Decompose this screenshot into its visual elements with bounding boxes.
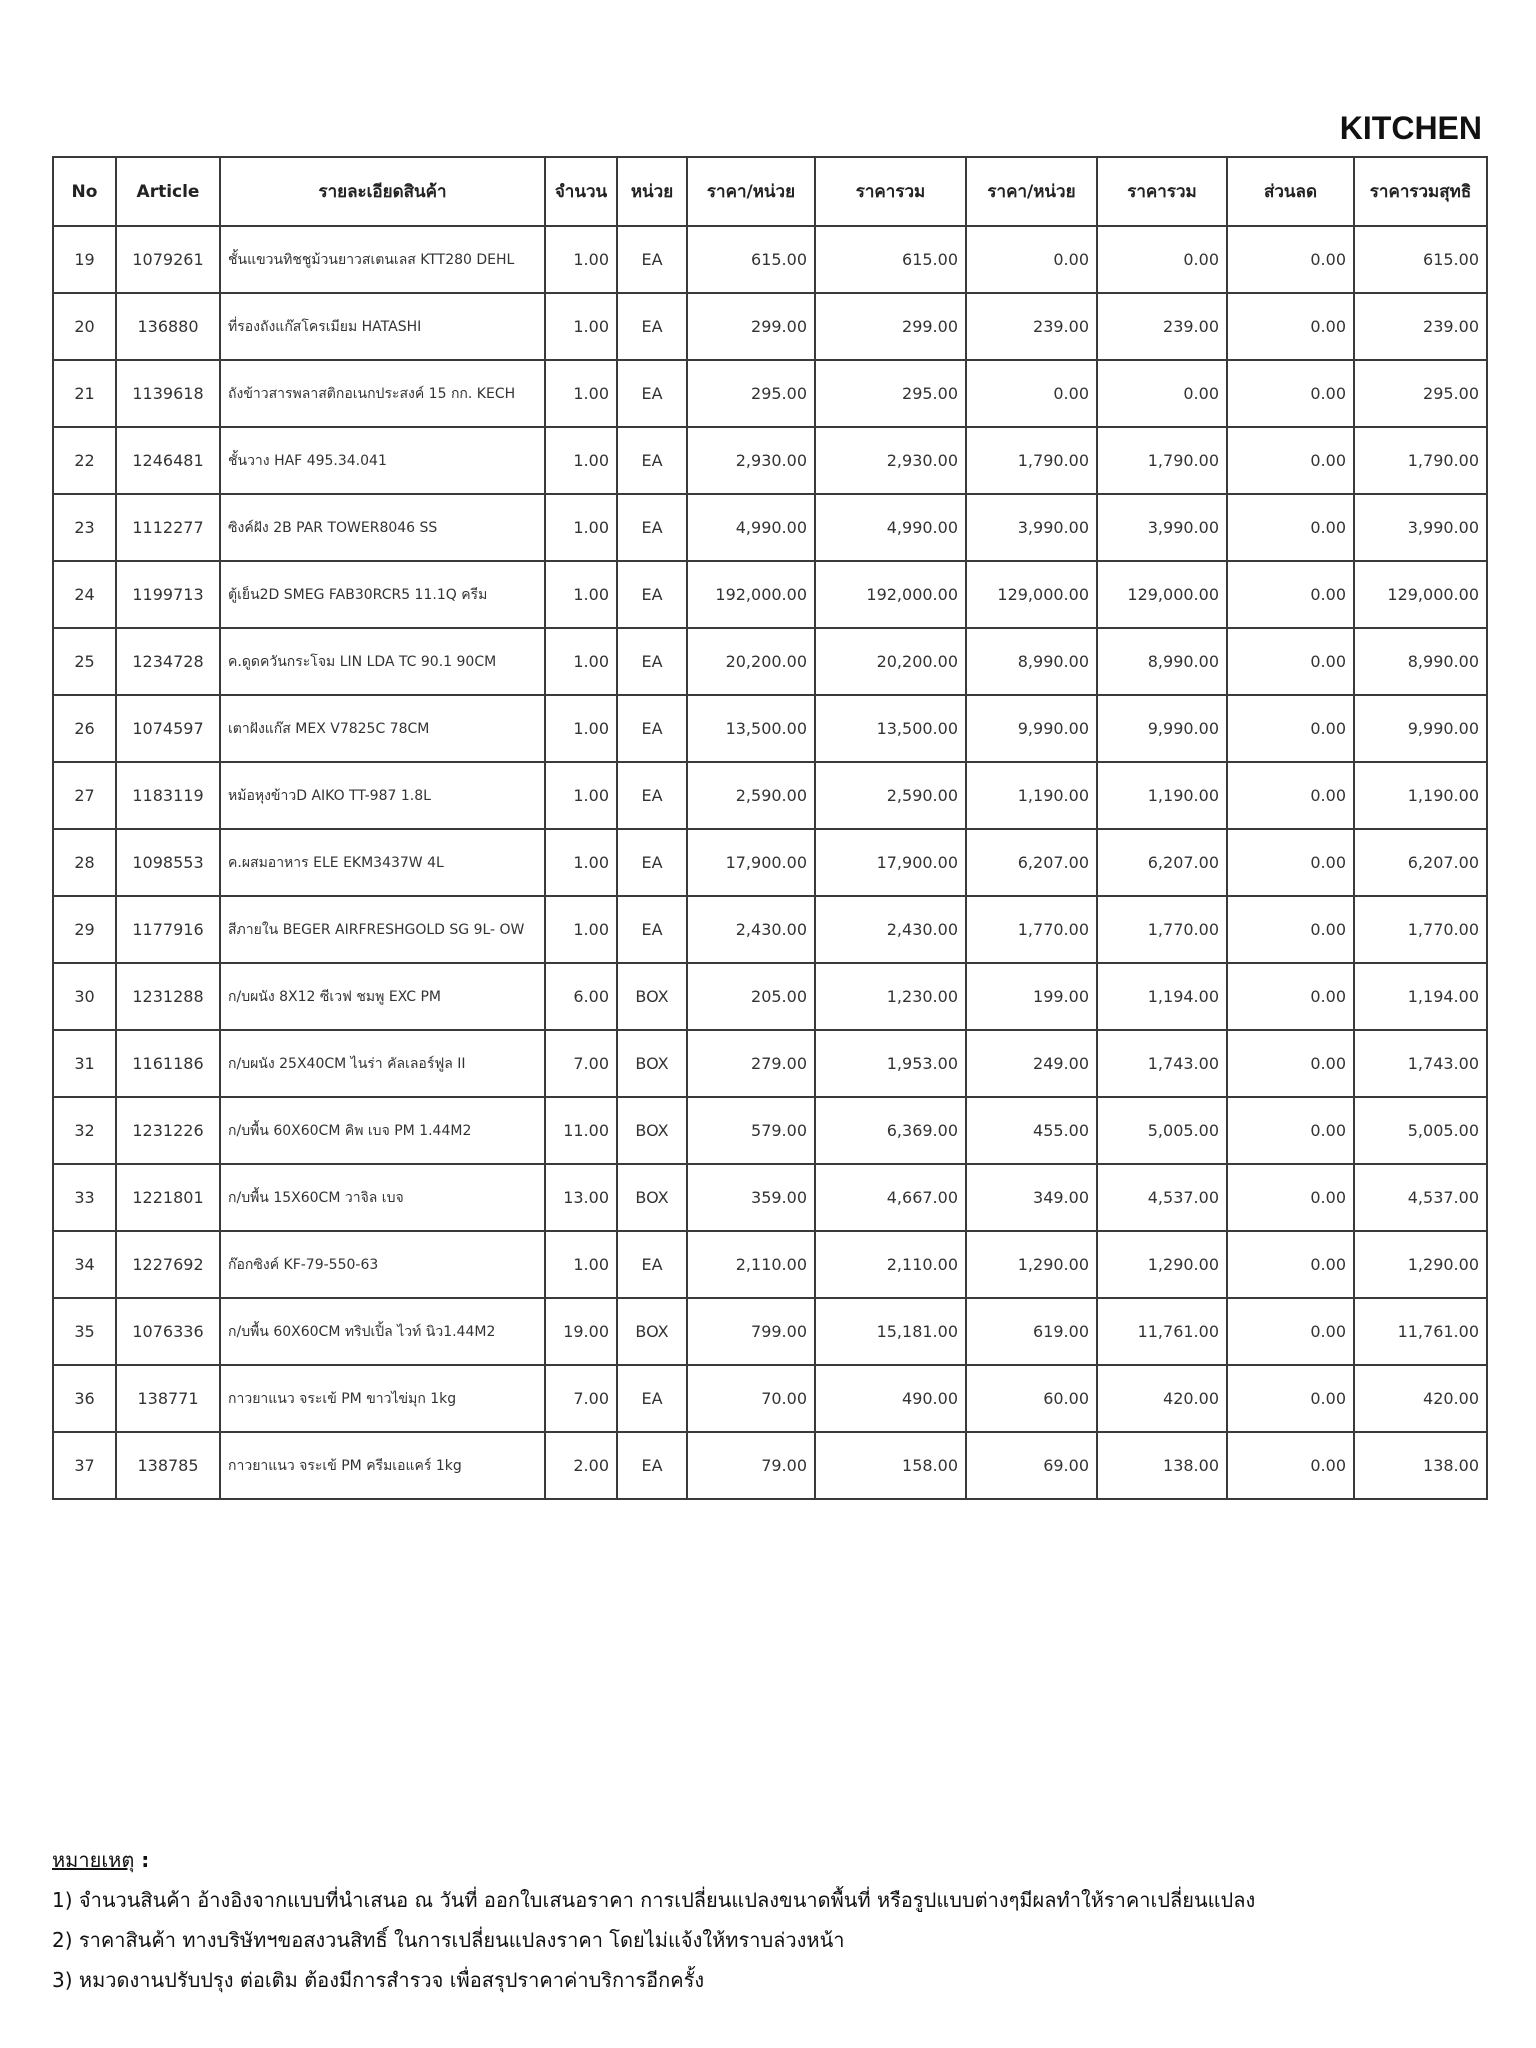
cell-description: ก/บพื้น 60X60CM ทริปเปิ้ล ไวท์ นิว1.44M2 xyxy=(220,1298,545,1365)
cell-quantity: 1.00 xyxy=(545,494,617,561)
cell-unit: EA xyxy=(617,829,687,896)
cell-discount: 0.00 xyxy=(1227,1030,1354,1097)
cell-discount: 0.00 xyxy=(1227,293,1354,360)
cell-total-2: 1,743.00 xyxy=(1097,1030,1227,1097)
cell-total-2: 11,761.00 xyxy=(1097,1298,1227,1365)
cell-no: 35 xyxy=(53,1298,116,1365)
cell-unit-price-2: 249.00 xyxy=(966,1030,1097,1097)
table-row xyxy=(53,1365,1487,1432)
cell-unit-price: 2,110.00 xyxy=(687,1231,815,1298)
table-row xyxy=(53,628,1487,695)
table-row xyxy=(53,427,1487,494)
cell-unit: EA xyxy=(617,1231,687,1298)
cell-unit: EA xyxy=(617,628,687,695)
cell-unit-price-2: 0.00 xyxy=(966,360,1097,427)
cell-unit: BOX xyxy=(617,1097,687,1164)
cell-total: 192,000.00 xyxy=(815,561,966,628)
cell-discount: 0.00 xyxy=(1227,762,1354,829)
cell-article: 138771 xyxy=(116,1365,220,1432)
cell-unit-price-2: 69.00 xyxy=(966,1432,1097,1499)
cell-unit: EA xyxy=(617,1365,687,1432)
cell-net-total: 8,990.00 xyxy=(1354,628,1487,695)
cell-unit-price: 279.00 xyxy=(687,1030,815,1097)
cell-unit: EA xyxy=(617,226,687,293)
cell-description: ก/บพื้น 15X60CM วาจิล เบจ xyxy=(220,1164,545,1231)
cell-unit: EA xyxy=(617,561,687,628)
cell-quantity: 1.00 xyxy=(545,427,617,494)
cell-article: 1231288 xyxy=(116,963,220,1030)
cell-unit-price: 4,990.00 xyxy=(687,494,815,561)
cell-unit: BOX xyxy=(617,1298,687,1365)
cell-total-2: 138.00 xyxy=(1097,1432,1227,1499)
cell-quantity: 1.00 xyxy=(545,293,617,360)
cell-net-total: 239.00 xyxy=(1354,293,1487,360)
cell-no: 25 xyxy=(53,628,116,695)
cell-net-total: 295.00 xyxy=(1354,360,1487,427)
cell-total: 17,900.00 xyxy=(815,829,966,896)
cell-total-2: 239.00 xyxy=(1097,293,1227,360)
cell-quantity: 7.00 xyxy=(545,1365,617,1432)
cell-description: หม้อหุงข้าวD AIKO TT-987 1.8L xyxy=(220,762,545,829)
cell-no: 32 xyxy=(53,1097,116,1164)
cell-description: ก/บผนัง 8X12 ซีเวฟ ชมพู EXC PM xyxy=(220,963,545,1030)
cell-quantity: 1.00 xyxy=(545,896,617,963)
cell-article: 1227692 xyxy=(116,1231,220,1298)
cell-quantity: 19.00 xyxy=(545,1298,617,1365)
cell-quantity: 1.00 xyxy=(545,628,617,695)
cell-unit-price: 579.00 xyxy=(687,1097,815,1164)
cell-total-2: 1,190.00 xyxy=(1097,762,1227,829)
cell-unit-price-2: 129,000.00 xyxy=(966,561,1097,628)
cell-no: 26 xyxy=(53,695,116,762)
cell-total: 4,667.00 xyxy=(815,1164,966,1231)
cell-unit-price: 192,000.00 xyxy=(687,561,815,628)
table-row xyxy=(53,1231,1487,1298)
cell-no: 34 xyxy=(53,1231,116,1298)
cell-unit: BOX xyxy=(617,1030,687,1097)
cell-discount: 0.00 xyxy=(1227,1432,1354,1499)
cell-net-total: 6,207.00 xyxy=(1354,829,1487,896)
cell-total: 1,230.00 xyxy=(815,963,966,1030)
cell-unit-price-2: 1,290.00 xyxy=(966,1231,1097,1298)
cell-unit-price: 2,930.00 xyxy=(687,427,815,494)
cell-description: ชั้นแขวนทิชชูม้วนยาวสเตนเลส KTT280 DEHL xyxy=(220,226,545,293)
cell-unit-price: 17,900.00 xyxy=(687,829,815,896)
cell-article: 136880 xyxy=(116,293,220,360)
cell-no: 23 xyxy=(53,494,116,561)
table-row xyxy=(53,561,1487,628)
table-row xyxy=(53,829,1487,896)
cell-unit-price: 359.00 xyxy=(687,1164,815,1231)
cell-unit-price-2: 1,790.00 xyxy=(966,427,1097,494)
notes-heading: หมายเหตุ xyxy=(52,1848,135,1872)
cell-article: 1098553 xyxy=(116,829,220,896)
header-unit-price: ราคา/หน่วย xyxy=(687,157,815,226)
cell-total: 4,990.00 xyxy=(815,494,966,561)
cell-net-total: 3,990.00 xyxy=(1354,494,1487,561)
table-row xyxy=(53,1030,1487,1097)
cell-unit-price-2: 8,990.00 xyxy=(966,628,1097,695)
cell-total: 13,500.00 xyxy=(815,695,966,762)
cell-description: กาวยาแนว จระเข้ PM ครีมเอแคร์ 1kg xyxy=(220,1432,545,1499)
cell-total-2: 0.00 xyxy=(1097,226,1227,293)
notes-section xyxy=(52,1840,1492,2000)
cell-net-total: 1,194.00 xyxy=(1354,963,1487,1030)
cell-no: 37 xyxy=(53,1432,116,1499)
cell-unit-price: 295.00 xyxy=(687,360,815,427)
cell-article: 1076336 xyxy=(116,1298,220,1365)
cell-discount: 0.00 xyxy=(1227,360,1354,427)
cell-net-total: 615.00 xyxy=(1354,226,1487,293)
cell-unit-price: 2,430.00 xyxy=(687,896,815,963)
cell-total: 615.00 xyxy=(815,226,966,293)
table-row xyxy=(53,293,1487,360)
table-body xyxy=(53,226,1487,1499)
header-unit: หน่วย xyxy=(617,157,687,226)
cell-total: 1,953.00 xyxy=(815,1030,966,1097)
table-row xyxy=(53,762,1487,829)
cell-total-2: 1,770.00 xyxy=(1097,896,1227,963)
cell-unit-price: 615.00 xyxy=(687,226,815,293)
cell-discount: 0.00 xyxy=(1227,494,1354,561)
cell-unit-price: 79.00 xyxy=(687,1432,815,1499)
cell-net-total: 9,990.00 xyxy=(1354,695,1487,762)
cell-discount: 0.00 xyxy=(1227,1298,1354,1365)
cell-article: 1112277 xyxy=(116,494,220,561)
cell-description: ค.ผสมอาหาร ELE EKM3437W 4L xyxy=(220,829,545,896)
cell-unit-price-2: 239.00 xyxy=(966,293,1097,360)
header-discount: ส่วนลด xyxy=(1227,157,1354,226)
cell-total-2: 5,005.00 xyxy=(1097,1097,1227,1164)
cell-unit-price: 20,200.00 xyxy=(687,628,815,695)
cell-description: กาวยาแนว จระเข้ PM ขาวไข่มุก 1kg xyxy=(220,1365,545,1432)
table-row xyxy=(53,1298,1487,1365)
cell-net-total: 420.00 xyxy=(1354,1365,1487,1432)
cell-total: 2,430.00 xyxy=(815,896,966,963)
cell-unit: EA xyxy=(617,896,687,963)
cell-discount: 0.00 xyxy=(1227,1097,1354,1164)
cell-article: 1231226 xyxy=(116,1097,220,1164)
cell-quantity: 1.00 xyxy=(545,226,617,293)
header-article: Article xyxy=(116,157,220,226)
cell-article: 1161186 xyxy=(116,1030,220,1097)
cell-total: 299.00 xyxy=(815,293,966,360)
cell-total: 2,930.00 xyxy=(815,427,966,494)
cell-unit-price: 799.00 xyxy=(687,1298,815,1365)
table-row xyxy=(53,1164,1487,1231)
cell-net-total: 5,005.00 xyxy=(1354,1097,1487,1164)
cell-article: 1139618 xyxy=(116,360,220,427)
cell-total: 490.00 xyxy=(815,1365,966,1432)
cell-description: ที่รองถังแก๊สโครเมียม HATASHI xyxy=(220,293,545,360)
cell-article: 1079261 xyxy=(116,226,220,293)
table-header-row xyxy=(53,157,1487,226)
cell-description: ถังข้าวสารพลาสติกอเนกประสงค์ 15 กก. KECH xyxy=(220,360,545,427)
table-row xyxy=(53,695,1487,762)
note-line-3: 3) หมวดงานปรับปรุง ต่อเติม ต้องมีการสำรวจ เพื่อสรุปราคาค่าบริการอีกครั้ง xyxy=(52,1968,705,1992)
cell-quantity: 13.00 xyxy=(545,1164,617,1231)
cell-unit: EA xyxy=(617,695,687,762)
cell-total: 20,200.00 xyxy=(815,628,966,695)
cell-discount: 0.00 xyxy=(1227,963,1354,1030)
cell-unit-price-2: 619.00 xyxy=(966,1298,1097,1365)
cell-discount: 0.00 xyxy=(1227,1164,1354,1231)
cell-no: 21 xyxy=(53,360,116,427)
cell-unit: EA xyxy=(617,494,687,561)
cell-discount: 0.00 xyxy=(1227,1231,1354,1298)
cell-no: 29 xyxy=(53,896,116,963)
table-row xyxy=(53,963,1487,1030)
cell-no: 20 xyxy=(53,293,116,360)
cell-article: 1234728 xyxy=(116,628,220,695)
note-line-1: 1) จำนวนสินค้า อ้างอิงจากแบบที่นำเสนอ ณ วันที่ ออกใบเสนอราคา การเปลี่ยนแปลงขนาดพื้นที่ หรือรูปแบบต่างๆมีผลทำให้ราคาเปลี่ยนแปลง xyxy=(52,1888,1256,1912)
header-total-2: ราคารวม xyxy=(1097,157,1227,226)
cell-description: ค.ดูดควันกระโจม LIN LDA TC 90.1 90CM xyxy=(220,628,545,695)
cell-no: 19 xyxy=(53,226,116,293)
cell-description: สีภายใน BEGER AIRFRESHGOLD SG 9L- OW xyxy=(220,896,545,963)
table-row xyxy=(53,896,1487,963)
cell-unit: EA xyxy=(617,293,687,360)
cell-unit-price-2: 349.00 xyxy=(966,1164,1097,1231)
cell-article: 1074597 xyxy=(116,695,220,762)
cell-unit: BOX xyxy=(617,963,687,1030)
table-row xyxy=(53,1097,1487,1164)
cell-unit-price: 70.00 xyxy=(687,1365,815,1432)
cell-total-2: 1,790.00 xyxy=(1097,427,1227,494)
cell-no: 33 xyxy=(53,1164,116,1231)
header-description: รายละเอียดสินค้า xyxy=(220,157,545,226)
cell-unit: EA xyxy=(617,762,687,829)
cell-description: ก๊อกซิงค์ KF-79-550-63 xyxy=(220,1231,545,1298)
cell-total-2: 129,000.00 xyxy=(1097,561,1227,628)
cell-discount: 0.00 xyxy=(1227,1365,1354,1432)
cell-discount: 0.00 xyxy=(1227,896,1354,963)
cell-total: 2,110.00 xyxy=(815,1231,966,1298)
cell-description: ชั้นวาง HAF 495.34.041 xyxy=(220,427,545,494)
cell-description: เตาฝังแก๊ส MEX V7825C 78CM xyxy=(220,695,545,762)
cell-article: 138785 xyxy=(116,1432,220,1499)
notes-title xyxy=(52,1840,1492,1880)
cell-net-total: 4,537.00 xyxy=(1354,1164,1487,1231)
cell-no: 36 xyxy=(53,1365,116,1432)
cell-description: ก/บพื้น 60X60CM คิพ เบจ PM 1.44M2 xyxy=(220,1097,545,1164)
cell-total-2: 3,990.00 xyxy=(1097,494,1227,561)
cell-total-2: 8,990.00 xyxy=(1097,628,1227,695)
cell-net-total: 1,790.00 xyxy=(1354,427,1487,494)
cell-quantity: 2.00 xyxy=(545,1432,617,1499)
table-row xyxy=(53,360,1487,427)
cell-net-total: 1,743.00 xyxy=(1354,1030,1487,1097)
cell-article: 1199713 xyxy=(116,561,220,628)
header-no: No xyxy=(53,157,116,226)
cell-unit-price: 299.00 xyxy=(687,293,815,360)
cell-total-2: 420.00 xyxy=(1097,1365,1227,1432)
cell-no: 30 xyxy=(53,963,116,1030)
cell-unit-price-2: 199.00 xyxy=(966,963,1097,1030)
notes-colon: : xyxy=(134,1848,150,1872)
cell-net-total: 1,290.00 xyxy=(1354,1231,1487,1298)
cell-description: ซิงค์ฝัง 2B PAR TOWER8046 SS xyxy=(220,494,545,561)
cell-total-2: 0.00 xyxy=(1097,360,1227,427)
cell-quantity: 1.00 xyxy=(545,360,617,427)
cell-unit: EA xyxy=(617,360,687,427)
cell-unit-price-2: 1,770.00 xyxy=(966,896,1097,963)
cell-net-total: 129,000.00 xyxy=(1354,561,1487,628)
cell-total: 6,369.00 xyxy=(815,1097,966,1164)
table-row xyxy=(53,494,1487,561)
cell-no: 27 xyxy=(53,762,116,829)
cell-unit: BOX xyxy=(617,1164,687,1231)
cell-discount: 0.00 xyxy=(1227,829,1354,896)
cell-total-2: 1,194.00 xyxy=(1097,963,1227,1030)
header-quantity: จำนวน xyxy=(545,157,617,226)
cell-total: 158.00 xyxy=(815,1432,966,1499)
header-unit-price-2: ราคา/หน่วย xyxy=(966,157,1097,226)
cell-quantity: 1.00 xyxy=(545,1231,617,1298)
cell-unit-price-2: 6,207.00 xyxy=(966,829,1097,896)
cell-net-total: 11,761.00 xyxy=(1354,1298,1487,1365)
cell-quantity: 1.00 xyxy=(545,561,617,628)
header-net-total: ราคารวมสุทธิ xyxy=(1354,157,1487,226)
cell-article: 1246481 xyxy=(116,427,220,494)
cell-article: 1177916 xyxy=(116,896,220,963)
cell-no: 24 xyxy=(53,561,116,628)
cell-unit-price-2: 455.00 xyxy=(966,1097,1097,1164)
cell-discount: 0.00 xyxy=(1227,561,1354,628)
cell-unit-price-2: 9,990.00 xyxy=(966,695,1097,762)
cell-unit: EA xyxy=(617,1432,687,1499)
cell-total: 2,590.00 xyxy=(815,762,966,829)
cell-unit-price-2: 60.00 xyxy=(966,1365,1097,1432)
cell-discount: 0.00 xyxy=(1227,427,1354,494)
cell-total: 15,181.00 xyxy=(815,1298,966,1365)
cell-quantity: 1.00 xyxy=(545,695,617,762)
cell-net-total: 138.00 xyxy=(1354,1432,1487,1499)
cell-description: ตู้เย็น2D SMEG FAB30RCR5 11.1Q ครีม xyxy=(220,561,545,628)
cell-total: 295.00 xyxy=(815,360,966,427)
table-row xyxy=(53,226,1487,293)
cell-article: 1221801 xyxy=(116,1164,220,1231)
cell-quantity: 1.00 xyxy=(545,829,617,896)
section-title: KITCHEN xyxy=(1339,110,1482,146)
cell-no: 22 xyxy=(53,427,116,494)
cell-unit-price-2: 0.00 xyxy=(966,226,1097,293)
cell-article: 1183119 xyxy=(116,762,220,829)
cell-description: ก/บผนัง 25X40CM ไนร่า คัลเลอร์ฟูล II xyxy=(220,1030,545,1097)
cell-total-2: 1,290.00 xyxy=(1097,1231,1227,1298)
cell-unit-price: 2,590.00 xyxy=(687,762,815,829)
cell-no: 31 xyxy=(53,1030,116,1097)
cell-quantity: 6.00 xyxy=(545,963,617,1030)
header-total: ราคารวม xyxy=(815,157,966,226)
cell-unit: EA xyxy=(617,427,687,494)
note-line-2: 2) ราคาสินค้า ทางบริษัทฯขอสงวนสิทธิ์ ในการเปลี่ยนแปลงราคา โดยไม่แจ้งให้ทราบล่วงหน้า xyxy=(52,1928,845,1952)
cell-unit-price: 205.00 xyxy=(687,963,815,1030)
cell-net-total: 1,770.00 xyxy=(1354,896,1487,963)
cell-quantity: 1.00 xyxy=(545,762,617,829)
cell-discount: 0.00 xyxy=(1227,695,1354,762)
cell-unit-price-2: 3,990.00 xyxy=(966,494,1097,561)
cell-total-2: 4,537.00 xyxy=(1097,1164,1227,1231)
cell-total-2: 9,990.00 xyxy=(1097,695,1227,762)
cell-unit-price-2: 1,190.00 xyxy=(966,762,1097,829)
cell-quantity: 11.00 xyxy=(545,1097,617,1164)
cell-discount: 0.00 xyxy=(1227,628,1354,695)
cell-no: 28 xyxy=(53,829,116,896)
cell-discount: 0.00 xyxy=(1227,226,1354,293)
cell-net-total: 1,190.00 xyxy=(1354,762,1487,829)
cell-unit-price: 13,500.00 xyxy=(687,695,815,762)
table-row xyxy=(53,1432,1487,1499)
quotation-table xyxy=(52,156,1488,1500)
cell-total-2: 6,207.00 xyxy=(1097,829,1227,896)
cell-quantity: 7.00 xyxy=(545,1030,617,1097)
